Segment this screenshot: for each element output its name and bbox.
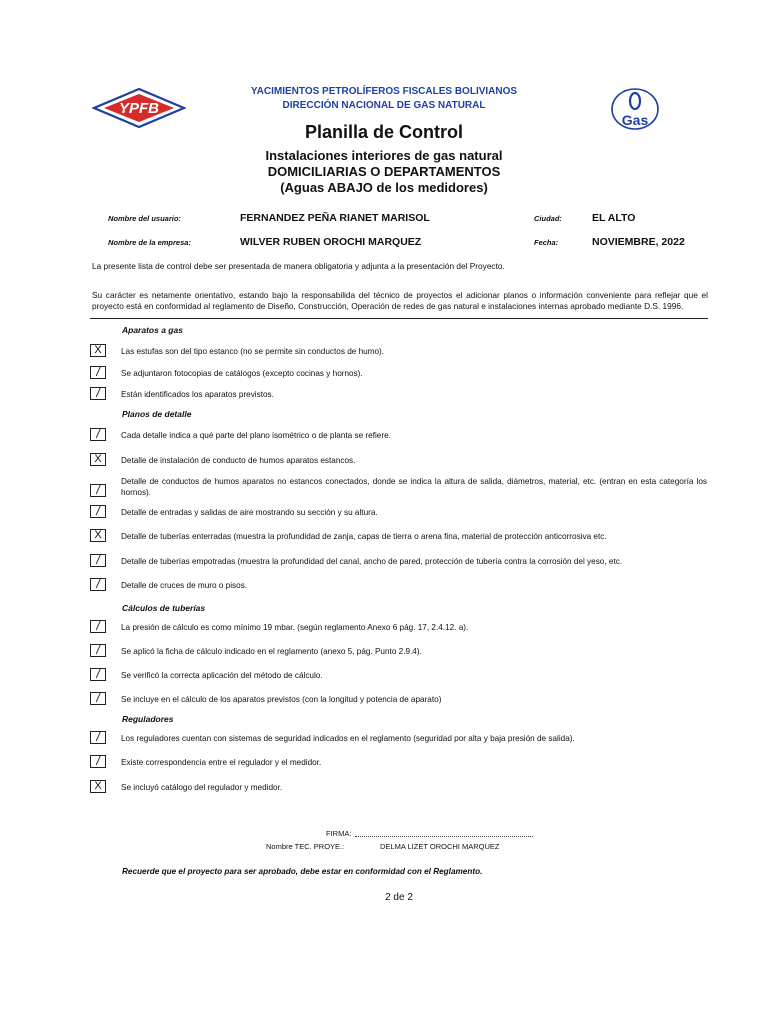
item-checkbox[interactable]: /	[90, 484, 106, 497]
item-text: Las estufas son del tipo estanco (no se permite sin conductos de humo).	[121, 347, 385, 356]
item-text: Se incluyó catálogo del regulador y medidor.	[121, 783, 283, 792]
ciudad-label: Ciudad:	[534, 214, 562, 223]
item-checkbox[interactable]: /	[90, 366, 106, 379]
org-department: DIRECCIÓN NACIONAL DE GAS NATURAL	[282, 100, 486, 111]
item-checkbox[interactable]: /	[90, 644, 106, 657]
empresa-label: Nombre de la empresa:	[108, 238, 191, 247]
item-checkbox[interactable]: /	[90, 731, 106, 744]
item-text: La presión de cálculo es como mínimo 19 mbar. (según reglamento Anexo 6 pág. 17, 2.4.12. a).	[121, 623, 469, 632]
item-text: Detalle de cruces de muro o pisos.	[121, 581, 248, 590]
item-checkbox[interactable]: X	[90, 453, 106, 466]
section-planos: Planos de detalle	[122, 409, 192, 419]
item-checkbox[interactable]: /	[90, 428, 106, 441]
intro-paragraph-2: Su carácter es netamente orientativo, estando bajo la responsabilida del técnico de proyectos el adicionar planos o información conveniente para reflejar que el proyecto está en conformidad al reglamento de Diseño, Construcción, Operación de redes de gas natural e instalaciones internas aprobado mediante D.S. 1996.	[92, 290, 708, 311]
section-calculos: Cálculos de tuberías	[122, 603, 206, 613]
item-text: Detalle de tuberías enterradas (muestra la profundidad de zanja, capas de tierra o arena fina, material de protección anticorrosiva etc.	[121, 532, 607, 541]
item-text: Se aplicó la ficha de cálculo indicado en el reglamento (anexo 5, pág. Punto 2.9.4).	[121, 647, 422, 656]
item-text: Cada detalle indica a qué parte del plano isométrico o de planta se refiere.	[121, 431, 391, 440]
fecha-value: NOVIEMBRE, 2022	[592, 236, 685, 248]
page-number: 2 de 2	[385, 892, 413, 903]
item-text: Se incluye en el cálculo de los aparatos previstos (con la longitud y potencia de aparato)	[121, 695, 442, 704]
fecha-label: Fecha:	[534, 238, 559, 247]
item-text: Existe correspondencia entre el regulador y el medidor.	[121, 758, 322, 767]
section-aparatos: Aparatos a gas	[122, 325, 183, 335]
item-checkbox[interactable]: /	[90, 692, 106, 705]
item-checkbox[interactable]: /	[90, 554, 106, 567]
item-text: Detalle de conductos de humos aparatos no estancos conectados, donde se indica la altura de salida, diámetros, material, etc. (entran en esta categoría los hornos).	[121, 477, 707, 497]
signature-line[interactable]	[355, 836, 533, 837]
empresa-value: WILVER RUBEN OROCHI MARQUEZ	[240, 236, 422, 248]
item-checkbox[interactable]: /	[90, 755, 106, 768]
ypfb-logo-text: YPFB	[118, 100, 160, 117]
reminder-note: Recuerde que el proyecto para ser aprobado, debe estar en conformidad con el Reglamento.	[122, 867, 483, 876]
usuario-value: FERNANDEZ PEÑA RIANET MARISOL	[240, 212, 430, 224]
item-text: Se verificó la correcta aplicación del método de cálculo.	[121, 671, 323, 680]
usuario-label: Nombre del usuario:	[108, 214, 181, 223]
page-title: Planilla de Control	[304, 122, 464, 142]
firma-label: FIRMA:	[326, 829, 352, 838]
item-checkbox[interactable]: /	[90, 620, 106, 633]
divider	[90, 318, 708, 319]
item-text: Detalle de instalación de conducto de humos aparatos estancos.	[121, 456, 356, 465]
intro-paragraph-1: La presente lista de control debe ser presentada de manera obligatoria y adjunta a la presentación del Proyecto.	[92, 261, 505, 271]
section-reguladores: Reguladores	[122, 714, 174, 724]
item-text: Se adjuntaron fotocopias de catálogos (excepto cocinas y hornos).	[121, 369, 363, 378]
item-checkbox[interactable]: X	[90, 344, 106, 357]
item-text: Los reguladores cuentan con sistemas de seguridad indicados en el reglamento (seguridad por alta y baja presión de salida).	[121, 734, 575, 743]
nombre-tec-label: Nombre TEC. PROYE.:	[266, 842, 345, 851]
item-checkbox[interactable]: /	[90, 387, 106, 400]
org-name: YACIMIENTOS PETROLÍFEROS FISCALES BOLIVIANOS	[250, 86, 518, 97]
gas-logo-text: Gas	[621, 112, 649, 128]
item-checkbox[interactable]: X	[90, 529, 106, 542]
item-text: Están identificados los aparatos previstos.	[121, 390, 274, 399]
nombre-tec-value: DELMA LIZET OROCHI MARQUEZ	[380, 842, 500, 851]
item-text: Detalle de entradas y salidas de aire mostrando su sección y su altura.	[121, 508, 378, 517]
subtitle-line-1: Instalaciones interiores de gas natural	[265, 148, 503, 163]
item-checkbox[interactable]: /	[90, 668, 106, 681]
item-checkbox[interactable]: /	[90, 578, 106, 591]
ciudad-value: EL ALTO	[592, 212, 636, 224]
subtitle-line-3: (Aguas ABAJO de los medidores)	[280, 180, 488, 195]
subtitle-line-2: DOMICILIARIAS O DEPARTAMENTOS	[267, 164, 501, 179]
item-checkbox[interactable]: /	[90, 505, 106, 518]
item-checkbox[interactable]: X	[90, 780, 106, 793]
item-text: Detalle de tuberías empotradas (muestra la profundidad del canal, ancho de pared, protección de tubería contra la corrosión del yeso, etc.	[121, 557, 623, 566]
